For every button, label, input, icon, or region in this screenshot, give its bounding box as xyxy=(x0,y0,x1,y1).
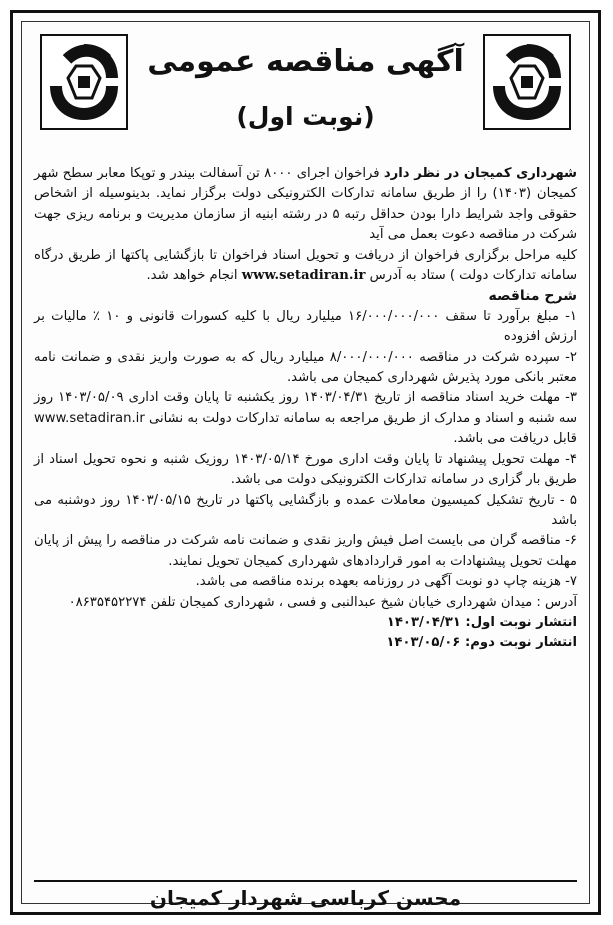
mayor-signature: محسن کرباسی شهردار کمیجان xyxy=(149,886,462,910)
notice-subtitle: (نوبت اول) xyxy=(236,102,375,131)
intro-text: فراخوان اجرای ۸۰۰۰ تن آسفالت بیندر و توپکا معابر سطح شهر کمیجان (۱۴۰۳) را از طریق سامانه تدارکات الکترونیکی دولت برگزار نماید. بدینوسیله از اشخاص حقوقی واجد شرایط دارا بودن حداقل رتبه ۵ در رشته ابنیه از سازمان مدیریت و برنامه ریزی جهت شرکت در مناقصه دعوت بعمل می آید xyxy=(34,166,577,243)
municipality-logo-icon xyxy=(40,34,128,130)
section-title: شرح مناقصه xyxy=(488,288,577,305)
publication-second: انتشار نوبت دوم: ۱۴۰۳/۰۵/۰۶ xyxy=(386,635,577,651)
procedure-paragraph xyxy=(34,246,577,287)
list-item: ۱- مبلغ برآورد تا سقف ۱۶/۰۰۰/۰۰۰/۰۰۰ میلیارد ریال با کلیه کسورات قانونی و ۱۰ ٪ مالیات بر ارزش افزوده xyxy=(34,308,577,345)
footer-divider xyxy=(34,880,577,882)
municipality-logo-icon xyxy=(483,34,571,130)
list-item: ۴- مهلت تحویل پیشنهاد تا پایان وقت اداری مورخ ۱۴۰۳/۰۵/۱۴ روزیک شنبه و نحوه تحویل اسناد از طریق بار گزاری در سامانه تدارکات الکترونیکی دولت می باشد. xyxy=(34,451,577,488)
list-item: ۳- مهلت خرید اسناد مناقصه از تاریخ ۱۴۰۳/۰۴/۳۱ روز یکشنبه تا پایان وقت اداری ۱۴۰۳/۰۵/۰۹ روز سه شنبه و اسناد و مدارک از طریق مراجعه به سامانه تدارکات دولت به نشانی www.setadiran.ir قابل دریافت می باشد. xyxy=(34,390,577,447)
publication-first: انتشار نوبت اول: ۱۴۰۳/۰۴/۳۱ xyxy=(386,614,577,630)
intro-paragraph xyxy=(34,164,577,246)
notice-inner-border xyxy=(21,21,590,910)
notice-frame xyxy=(10,10,601,915)
notice-title: آگهی مناقصه عمومی xyxy=(147,44,464,79)
procedure-text-b: انجام خواهد شد. xyxy=(146,268,242,284)
setad-url-link[interactable]: www.setadiran.ir xyxy=(241,268,366,284)
list-item: ۷- هزینه چاپ دو نوبت آگهی در روزنامه بعهده برنده مناقصه می باشد. xyxy=(195,574,577,590)
list-item: ۶- مناقصه گران می بایست اصل فیش واریز نقدی و ضمانت نامه شرکت در مناقصه را پیش از پایان مهلت تحویل پیشنهادات به امور قراردادهای شهرداری کمیجان تحویل نمایند. xyxy=(34,533,577,569)
notice-body xyxy=(34,164,577,654)
list-item: ۲- سپرده شرکت در مناقصه ۸/۰۰۰/۰۰۰/۰۰۰ میلیارد ریال که به صورت واریز نقدی و ضمانت نامه معتبر بانکی مورد پذیرش شهرداری کمیجان می باشد. xyxy=(34,349,577,386)
address-line: آدرس : میدان شهرداری خیابان شیخ عبدالنبی و فسی ، شهرداری کمیجان تلفن ۰۸۶۳۵۴۵۲۲۷۴ xyxy=(68,594,577,610)
procedure-text-a: کلیه مراحل برگزاری فراخوان از دریافت و تحویل اسناد فراخوان تا بازگشایی پاکتها از طریق درگاه سامانه تدارکات دولت ) ستاد به آدرس xyxy=(34,247,577,284)
list-item: ۵ - تاریخ تشکیل کمیسیون معاملات عمده و بازگشایی پاکتها در تاریخ ۱۴۰۳/۰۵/۱۵ روز دوشنبه می باشد xyxy=(34,492,577,528)
intro-lead: شهرداری کمیجان در نظر دارد xyxy=(383,166,577,181)
notice-header xyxy=(32,28,579,158)
